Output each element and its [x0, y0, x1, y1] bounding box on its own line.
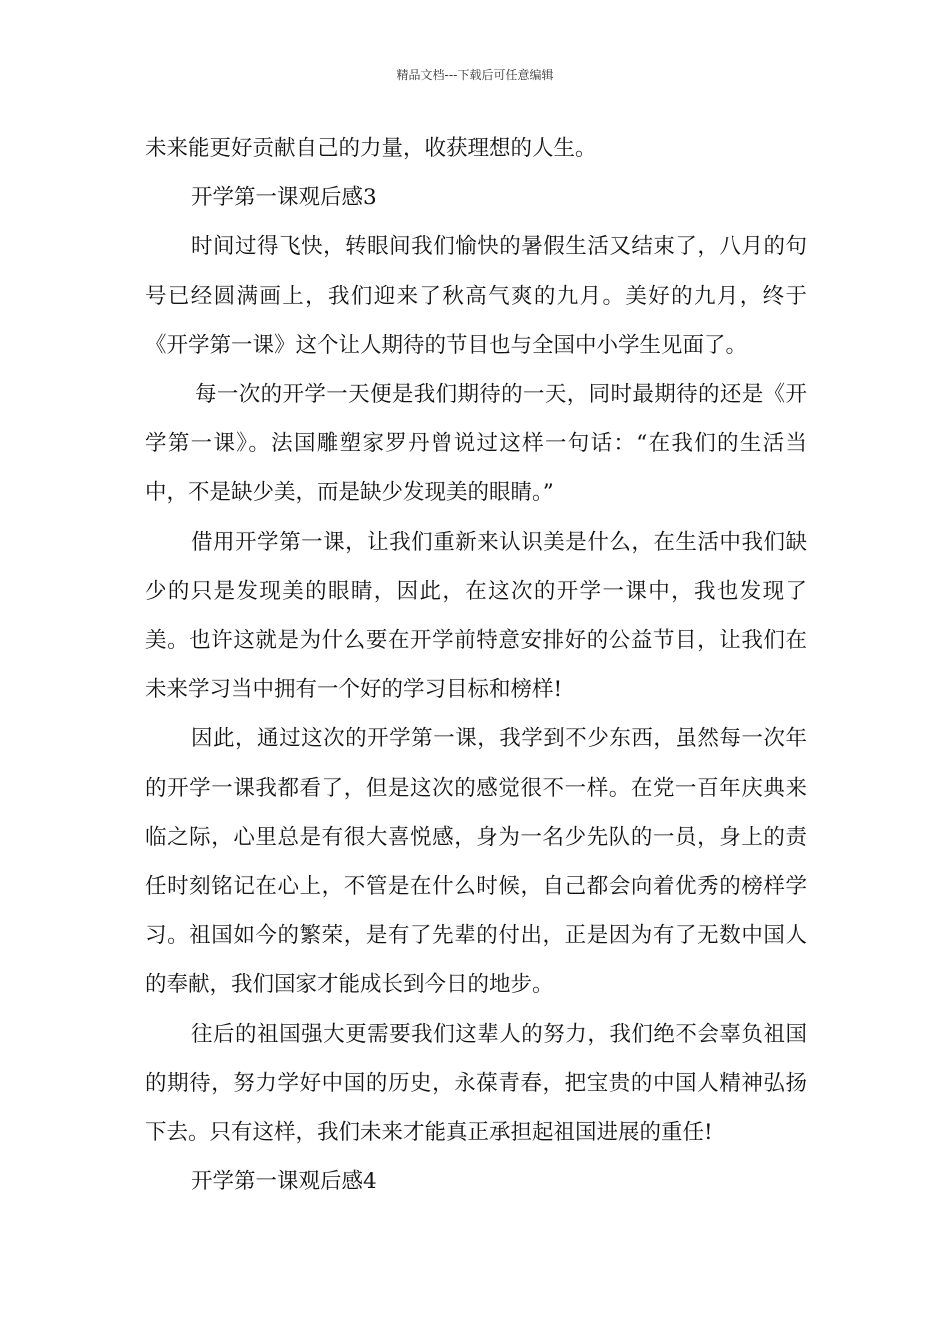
- paragraph: 借用开学第一课，让我们重新来认识美是什么，在生活中我们缺少的只是发现美的眼睛，因此，在这次的开学一课中，我也发现了美。也许这就是为什么要在开学前特意安排好的公益节目，让我们在未来学习当中拥有一个好的学习目标和榜样!: [145, 529, 807, 703]
- section-heading-4: 开学第一课观后感4: [191, 1169, 377, 1195]
- paragraph: 往后的祖国强大更需要我们这辈人的努力，我们绝不会辜负祖国的期待，努力学好中国的历史，永葆青春，把宝贵的中国人精神弘扬下去。只有这样，我们未来才能真正承担起祖国进展的重任!: [145, 1021, 807, 1146]
- page-header: 精品文档---下载后可任意编辑: [396, 68, 554, 82]
- document-body: [145, 124, 807, 1206]
- paragraph: 时间过得飞快，转眼间我们愉快的暑假生活又结束了，八月的句号已经圆满画上，我们迎来了秋高气爽的九月。美好的九月，终于《开学第一课》这个让人期待的节目也与全国中小学生见面了。: [145, 234, 807, 358]
- paragraph-continuation: 未来能更好贡献自己的力量，收获理想的人生。: [145, 136, 597, 161]
- paragraph: 每一次的开学一天便是我们期待的一天，同时最期待的还是《开学第一课》。法国雕塑家罗丹曾说过这样一句话：“在我们的生活当中，不是缺少美，而是缺少发现美的眼睛。”: [145, 382, 807, 506]
- paragraph: 因此，通过这次的开学第一课，我学到不少东西，虽然每一次年的开学一课我都看了，但是这次的感觉很不一样。在党一百年庆典来临之际，心里总是有很大喜悦感，身为一名少先队的一员，身上的责任时刻铭记在心上，不管是在什么时候，自己都会向着优秀的榜样学习。祖国如今的繁荣，是有了先辈的付出，正是因为有了无数中国人的奉献，我们国家才能成长到今日的地步。: [145, 726, 807, 998]
- section-heading-3: 开学第一课观后感3: [191, 185, 377, 211]
